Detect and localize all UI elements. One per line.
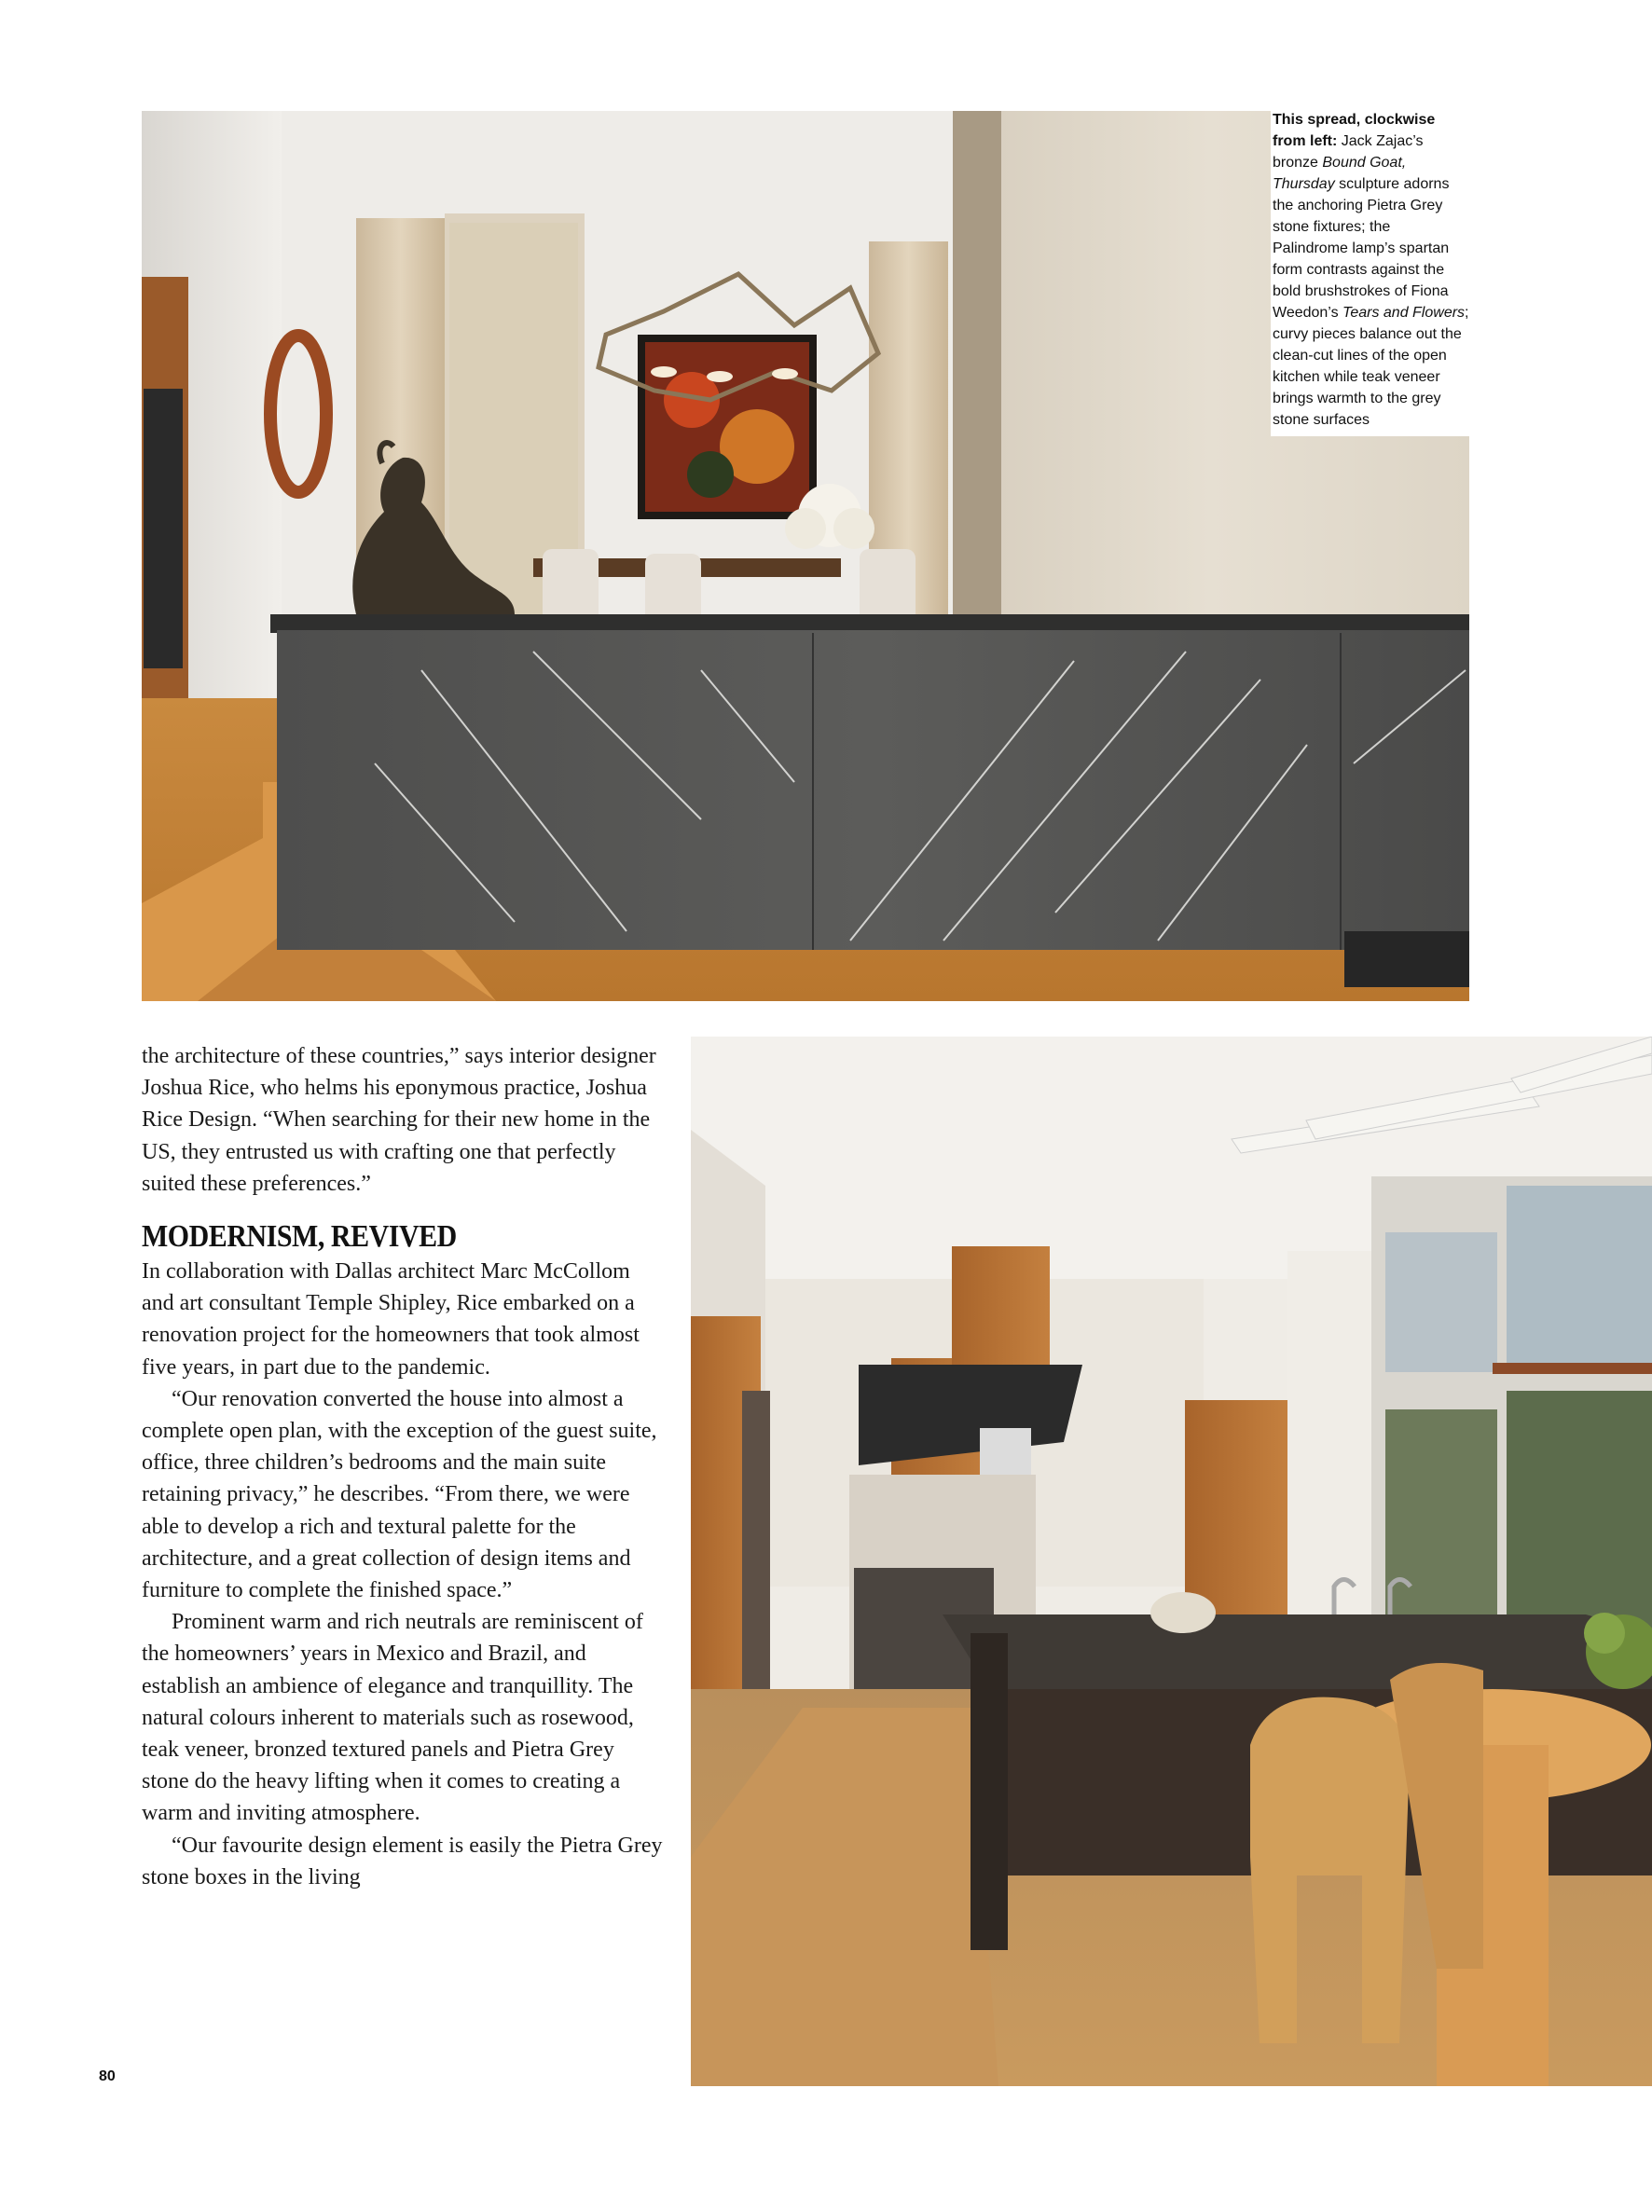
intro-paragraph: the architecture of these countries,” says interior designer Joshua Rice, who helms his eponymous practice, Joshua Rice Design. “When searching for their new home in the US, they entrusted us with crafting one that perfectly suited these preferences.”	[142, 1044, 656, 1196]
caption-text	[1271, 109, 1469, 431]
section-heading: MODERNISM, REVIVED	[142, 1219, 457, 1255]
photo-open-kitchen	[691, 1037, 1652, 2086]
caption-part-italic: Tears and Flowers	[1342, 305, 1466, 321]
caption-part: Jack Zajac’s bronze	[1273, 133, 1424, 171]
article-body	[142, 1040, 664, 1893]
caption-part-italic: Bound Goat, Thursday	[1273, 155, 1407, 192]
photo-caption	[1271, 109, 1469, 436]
caption-part: ; curvy pieces balance out the clean-cut lines of the open kitchen while teak veneer brings warmth to the grey stone surfaces	[1273, 305, 1469, 428]
body-paragraph: Prominent warm and rich neutrals are reminiscent of the homeowners’ years in Mexico and Brazil, and establish an ambience of elegance and tranquillity. The natural colours inherent to materials such as rosewood, teak veneer, bronzed textured panels and Pietra Grey stone do the heavy lifting when it comes to creating a warm and inviting atmosphere.	[142, 1610, 643, 1826]
body-paragraph: In collaboration with Dallas architect Marc McCollom and art consultant Temple Shipley, Rice embarked on a renovation project for the homeowners that took almost five years, in part due to the pandemic.	[142, 1259, 640, 1380]
caption-part: sculpture adorns the anchoring Pietra Grey stone fixtures; the Palindrome lamp’s spartan form contrasts against the bold brushstrokes of Fiona Weedon’s	[1273, 176, 1450, 321]
caption-lead: This spread, clockwise from left:	[1273, 112, 1436, 149]
body-paragraph: “Our renovation converted the house into almost a complete open plan, with the exception of the guest suite, office, three children’s bedrooms and the main suite retaining privacy,” he describes. “From there, we were able to develop a rich and textural palette for the architecture, and a great collection of design items and furniture to complete the finished space.”	[142, 1386, 657, 1603]
body-paragraph: “Our favourite design element is easily the Pietra Grey stone boxes in the living	[142, 1833, 663, 1889]
page-number: 80	[99, 2068, 116, 2084]
